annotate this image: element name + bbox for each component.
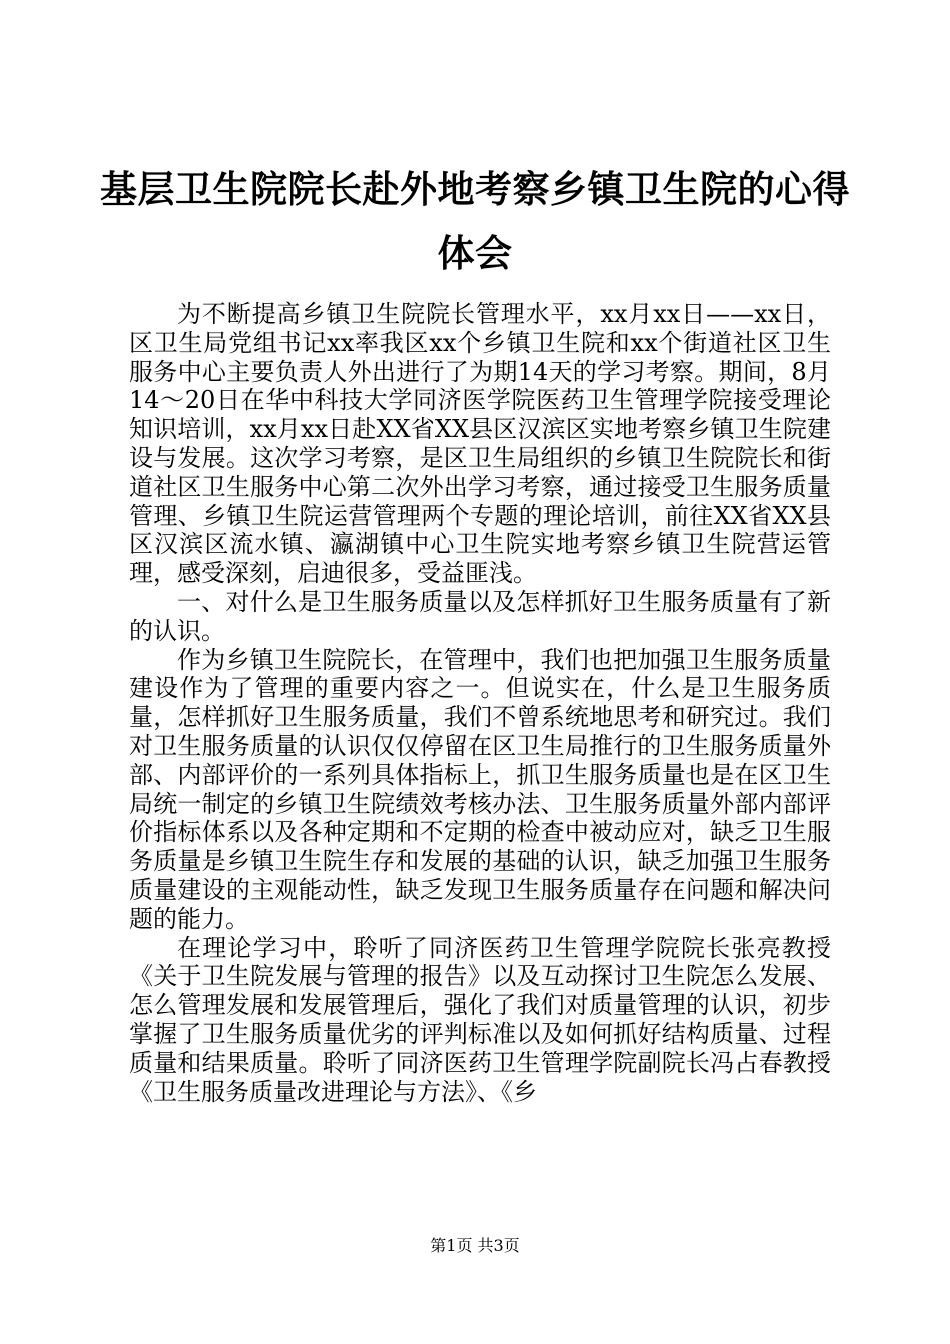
paragraph: 作为乡镇卫生院院长，在管理中，我们也把加强卫生服务质量建设作为了管理的重要内容之一。但说实在，什么是卫生服务质量，怎样抓好卫生服务质量，我们不曾系统地思考和研究过。我们对卫生服务质量的认识仅仅停留在区卫生局推行的卫生服务质量外部、内部评价的一系列具体指标上，抓卫生服务质量也是在区卫生局统一制定的乡镇卫生院绩效考核办法、卫生服务质量外部内部评价指标体系以及各种定期和不定期的检查中被动应对，缺乏卫生服务质量是乡镇卫生院生存和发展的基础的认识，缺乏加强卫生服务质量建设的主观能动性，缺乏发现卫生服务质量存在问题和解决问题的能力。	[129, 645, 831, 933]
section-heading: 一、对什么是卫生服务质量以及怎样抓好卫生服务质量有了新的认识。	[129, 587, 831, 645]
page-number-footer: 第1页 共3页	[430, 1236, 520, 1255]
paragraph: 为不断提高乡镇卫生院院长管理水平，xx月xx日——xx日，区卫生局党组书记xx率我区xx个乡镇卫生院和xx个街道社区卫生服务中心主要负责人外出进行了为期14天的学习考察。期间，8月14～20日在华中科技大学同济医学院医药卫生管理学院接受理论知识培训，xx月xx日赴XX省XX县区汉滨区实地考察乡镇卫生院建设与发展。这次学习考察，是区卫生局组织的乡镇卫生院院长和街道社区卫生服务中心第二次外出学习考察，通过接受卫生服务质量管理、乡镇卫生院运营管理两个专题的理论培训，前往XX省XX县区汉滨区流水镇、瀛湖镇中心卫生院实地考察乡镇卫生院营运管理，感受深刻，启迪很多，受益匪浅。	[129, 300, 831, 588]
document-body	[129, 300, 831, 1106]
page-title: 基层卫生院院长赴外地考察乡镇卫生院的心得体会	[100, 168, 850, 275]
paragraph: 在理论学习中，聆听了同济医药卫生管理学院院长张亮教授《关于卫生院发展与管理的报告》以及互动探讨卫生院怎么发展、怎么管理发展和发展管理后，强化了我们对质量管理的认识，初步掌握了卫生服务质量优劣的评判标准以及如何抓好结构质量、过程质量和结果质量。聆听了同济医药卫生管理学院副院长冯占春教授《卫生服务质量改进理论与方法》、《乡	[129, 933, 831, 1106]
